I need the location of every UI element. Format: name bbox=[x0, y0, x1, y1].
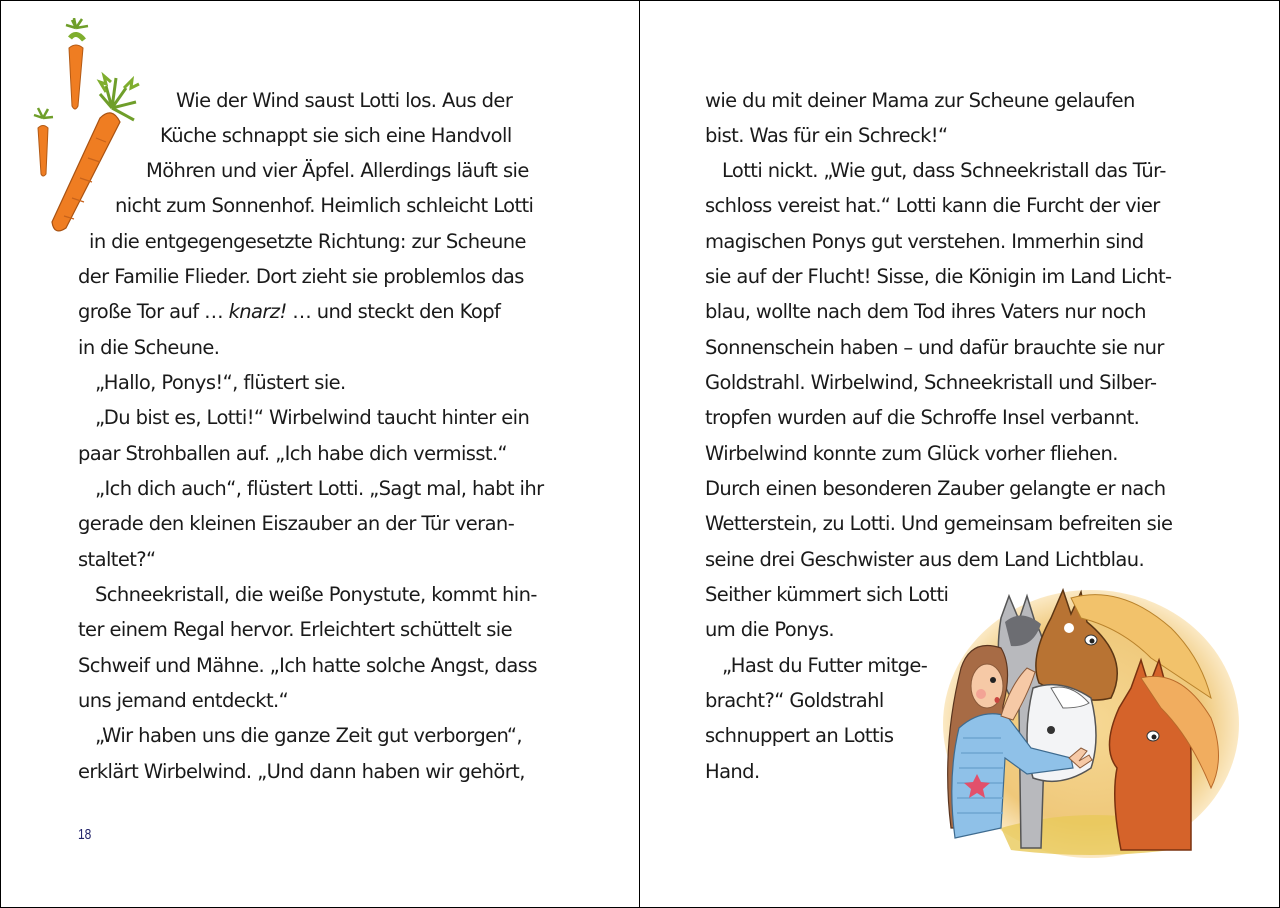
text-line: paar Strohballen auf. „Ich habe dich vermisst.“ bbox=[78, 442, 508, 465]
text-line: nicht zum Sonnenhof. Heimlich schleicht Lotti bbox=[115, 194, 534, 217]
text-line: ter einem Regal hervor. Erleichtert schüttelt sie bbox=[78, 618, 512, 641]
text-line: Durch einen besonderen Zauber gelangte er nach bbox=[705, 477, 1166, 500]
text-line: Wie der Wind saust Lotti los. Aus der bbox=[176, 89, 513, 112]
girl-with-ponies-illustration-icon bbox=[941, 588, 1241, 860]
text-line: um die Ponys. bbox=[705, 618, 834, 641]
text-line: „Hallo, Ponys!“, flüstert sie. bbox=[95, 371, 346, 394]
text-line: Seither kümmert sich Lotti bbox=[705, 583, 949, 606]
text-line: in die Scheune. bbox=[78, 336, 220, 359]
text-line: wie du mit deiner Mama zur Scheune gelaufen bbox=[705, 89, 1135, 112]
text-run: große Tor auf … bbox=[78, 300, 229, 323]
text-line: Sonnenschein haben – und dafür brauchte sie nur bbox=[705, 336, 1164, 359]
text-line: der Familie Flieder. Dort zieht sie problemlos das bbox=[78, 265, 524, 288]
text-line: schnuppert an Lottis bbox=[705, 724, 894, 747]
text-line: Hand. bbox=[705, 760, 760, 783]
text-line: staltet?“ bbox=[78, 548, 156, 571]
text-line: Lotti nickt. „Wie gut, dass Schneekristall das Tür- bbox=[722, 159, 1166, 182]
text-line: bist. Was für ein Schreck!“ bbox=[705, 124, 948, 147]
text-line: blau, wollte nach dem Tod ihres Vaters nur noch bbox=[705, 300, 1146, 323]
text-line: „Wir haben uns die ganze Zeit gut verborgen“, bbox=[95, 724, 522, 747]
right-page bbox=[640, 0, 1280, 908]
text-line: Küche schnappt sie sich eine Handvoll bbox=[160, 124, 512, 147]
text-line: Wirbelwind konnte zum Glück vorher fliehen. bbox=[705, 442, 1118, 465]
text-line: „Ich dich auch“, flüstert Lotti. „Sagt mal, habt ihr bbox=[95, 477, 544, 500]
text-line: sie auf der Flucht! Sisse, die Königin im Land Licht- bbox=[705, 265, 1172, 288]
text-line: tropfen wurden auf die Schroffe Insel verbannt. bbox=[705, 406, 1140, 429]
text-line: „Hast du Futter mitge- bbox=[722, 654, 928, 677]
text-line bbox=[78, 300, 500, 324]
text-line: seine drei Geschwister aus dem Land Lichtblau. bbox=[705, 548, 1145, 571]
text-line: bracht?“ Goldstrahl bbox=[705, 689, 884, 712]
text-line: Schneekristall, die weiße Ponystute, kommt hin- bbox=[95, 583, 537, 606]
text-line: Schweif und Mähne. „Ich hatte solche Angst, dass bbox=[78, 654, 537, 677]
left-page bbox=[0, 0, 639, 908]
text-line: in die entgegengesetzte Richtung: zur Scheune bbox=[89, 230, 526, 253]
text-line: Möhren und vier Äpfel. Allerdings läuft sie bbox=[146, 159, 529, 182]
text-line: gerade den kleinen Eiszauber an der Tür veran- bbox=[78, 512, 515, 535]
text-line: Wetterstein, zu Lotti. Und gemeinsam befreiten sie bbox=[705, 512, 1173, 535]
page-number: 18 bbox=[78, 826, 92, 843]
text-line: erklärt Wirbelwind. „Und dann haben wir gehört, bbox=[78, 760, 525, 783]
text-line: schloss vereist hat.“ Lotti kann die Furcht der vier bbox=[705, 194, 1160, 217]
text-line: magischen Ponys gut verstehen. Immerhin sind bbox=[705, 230, 1144, 253]
text-line: Goldstrahl. Wirbelwind, Schneekristall und Silber- bbox=[705, 371, 1157, 394]
text-line: uns jemand entdeckt.“ bbox=[78, 689, 289, 712]
text-run: … und steckt den Kopf bbox=[286, 300, 501, 323]
emphasis-text: knarz! bbox=[228, 300, 287, 323]
text-line: „Du bist es, Lotti!“ Wirbelwind taucht hinter ein bbox=[95, 406, 530, 429]
